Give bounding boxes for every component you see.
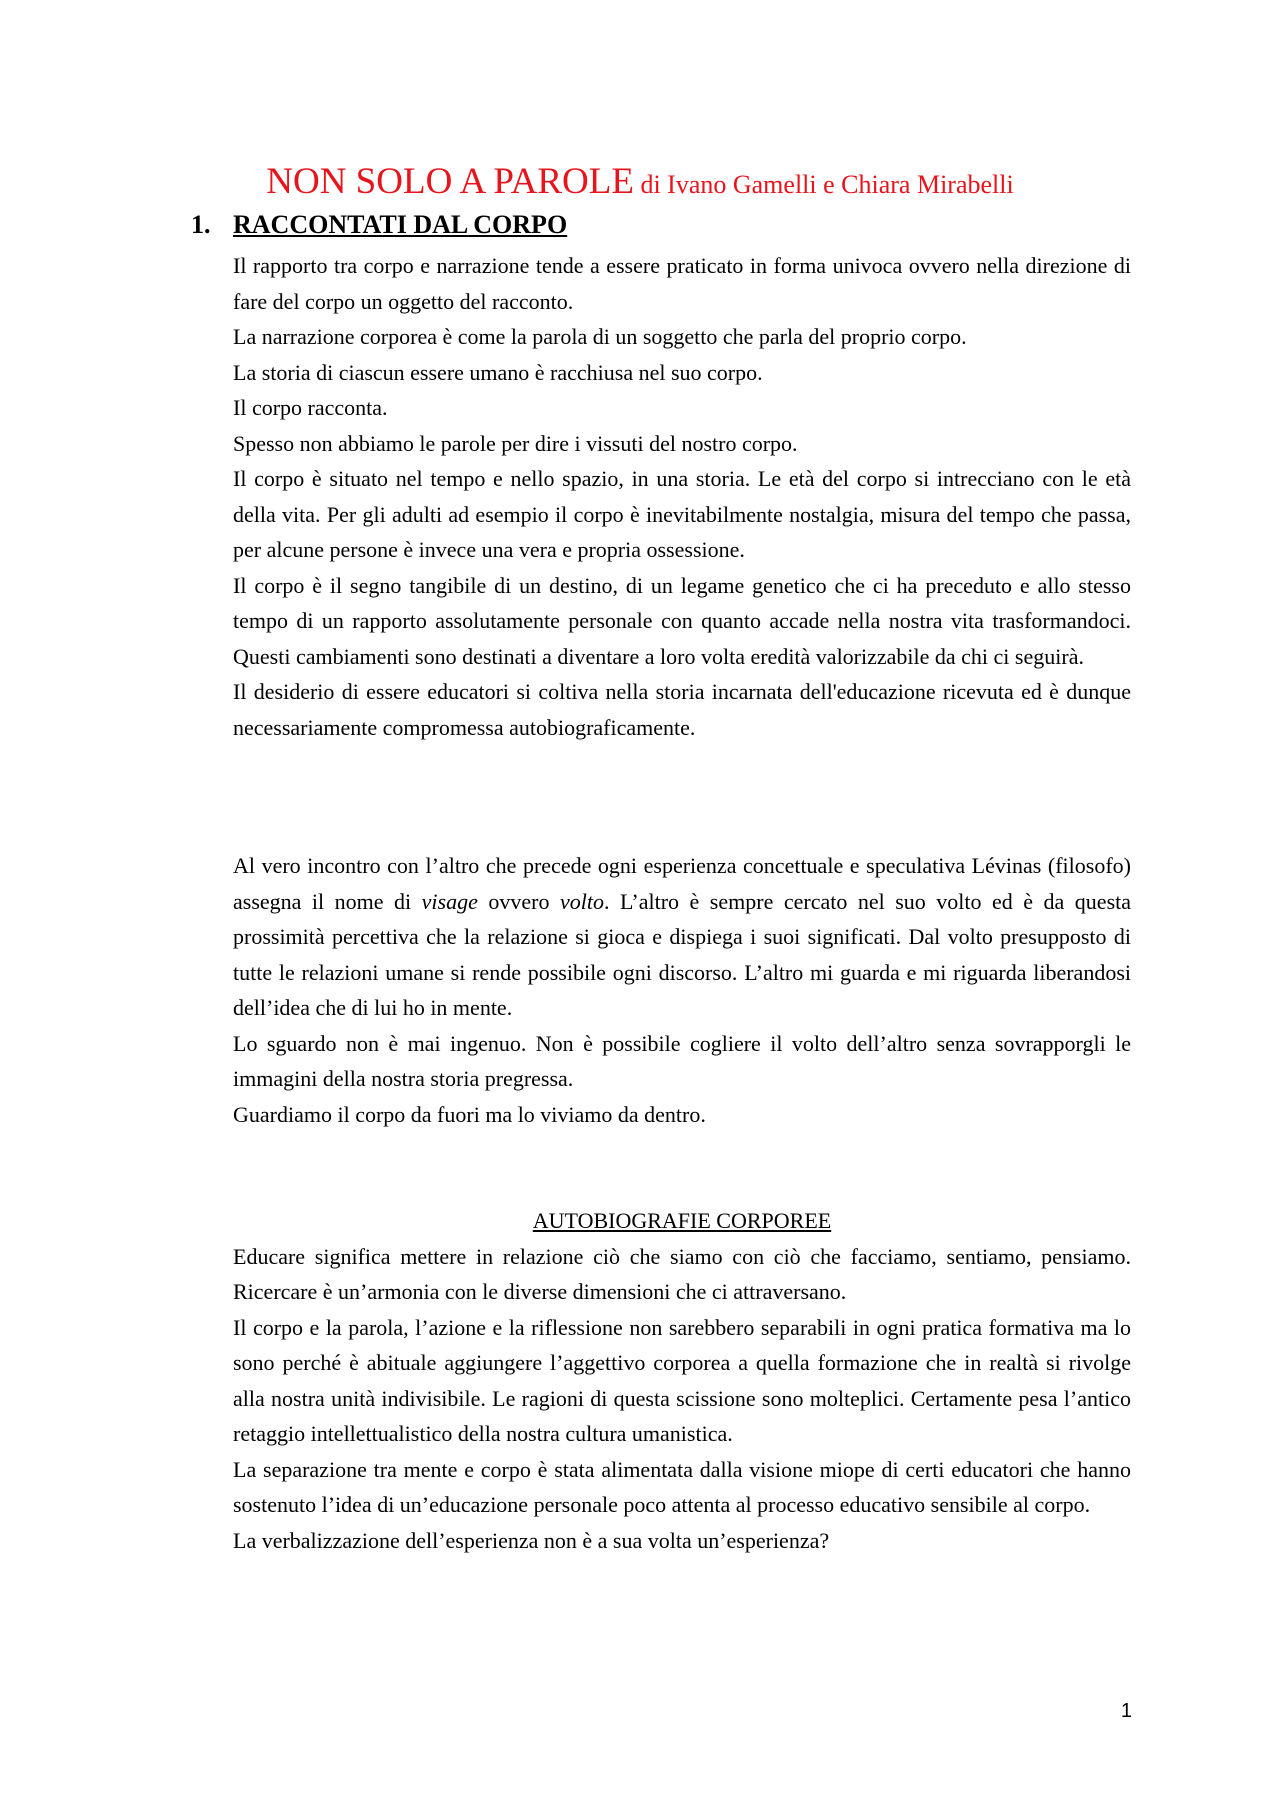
levinas-text-3: . L’altro è sempre cercato nel suo volto ed è da questa prossimità percettiva che la relazione si gioca e dispiega i suoi significati. Dal volto presupposto di tutte le relazioni umane si rende possibile ogni discorso. L’altro mi guarda e mi riguarda liberandosi dell’idea che di lui ho in mente. <box>233 888 1132 1020</box>
paragraph: Lo sguardo non è mai ingenuo. Non è possibile cogliere il volto dell’altro senza sovrapporgli le immagini della nostra storia pregressa. <box>233 1030 1131 1091</box>
body-block-intro <box>233 248 1131 745</box>
section-number: 1. <box>191 210 211 239</box>
page-number: 1 <box>1120 1700 1132 1722</box>
title-main: NON SOLO A PAROLE <box>266 161 634 202</box>
section-heading <box>191 210 567 240</box>
subheading: AUTOBIOGRAFIE CORPOREE <box>532 1208 832 1233</box>
levinas-text-1: Al vero incontro con l’altro che precede ogni esperienza concettuale e speculativa Lévinas (filosofo) assegna il nome di <box>233 853 1131 914</box>
paragraph: Il rapporto tra corpo e narrazione tende a essere praticato in forma univoca ovvero nella direzione di fare del corpo un oggetto del racconto. <box>233 253 1131 314</box>
paragraph: La separazione tra mente e corpo è stata alimentata dalla visione miope di certi educatori che hanno sostenuto l’idea di un’educazione personale poco attenta al processo educativo sensibile al corpo. <box>233 1456 1131 1517</box>
paragraph: Guardiamo il corpo da fuori ma lo viviamo da dentro. <box>233 1101 706 1127</box>
levinas-text-2: ovvero <box>477 888 560 914</box>
paragraph: Il corpo racconta. <box>233 395 388 420</box>
paragraph: Il corpo è il segno tangibile di un destino, di un legame genetico che ci ha preceduto e allo stesso tempo di un rapporto assolutamente personale con quanto accade nella nostra vita trasformandoci. Questi cambiamenti sono destinati a diventare a loro volta eredità valorizzabile da chi ci seguirà. <box>233 572 1131 669</box>
paragraph: Spesso non abbiamo le parole per dire i vissuti del nostro corpo. <box>233 430 798 456</box>
body-block-autobiografie <box>233 1203 1131 1558</box>
body-block-levinas <box>233 848 1131 1132</box>
paragraph-levinas <box>233 848 1131 1026</box>
term-volto: volto <box>559 888 604 914</box>
paragraph: La narrazione corporea è come la parola di un soggetto che parla del proprio corpo. <box>233 324 967 349</box>
document-title <box>0 160 1280 203</box>
paragraph: Il corpo è situato nel tempo e nello spazio, in una storia. Le età del corpo si intrecciano con le età della vita. Per gli adulti ad esempio il corpo è inevitabilmente nostalgia, misura del tempo che passa, per alcune persone è invece una vera e propria ossessione. <box>233 466 1131 562</box>
paragraph: Il desiderio di essere educatori si coltiva nella storia incarnata dell'educazione ricevuta ed è dunque necessariamente compromessa autobiograficamente. <box>233 679 1131 740</box>
title-authors: di Ivano Gamelli e Chiara Mirabelli <box>633 170 1014 199</box>
paragraph: La storia di ciascun essere umano è racchiusa nel suo corpo. <box>233 359 763 385</box>
paragraph: La verbalizzazione dell’esperienza non è a sua volta un’esperienza? <box>233 1527 830 1553</box>
paragraph: Educare significa mettere in relazione ciò che siamo con ciò che facciamo, sentiamo, pensiamo. Ricercare è un’armonia con le diverse dimensioni che ci attraversano. <box>233 1243 1131 1304</box>
section-title: RACCONTATI DAL CORPO <box>233 210 568 239</box>
paragraph: Il corpo e la parola, l’azione e la riflessione non sarebbero separabili in ogni pratica formativa ma lo sono perché è abituale aggiungere l’aggettivo corporea a quella formazione che in realtà si rivolge alla nostra unità indivisibile. Le ragioni di questa scissione sono molteplici. Certamente pesa l’antico retaggio intellettualistico della nostra cultura umanistica. <box>233 1314 1131 1446</box>
term-visage: visage <box>421 888 478 914</box>
